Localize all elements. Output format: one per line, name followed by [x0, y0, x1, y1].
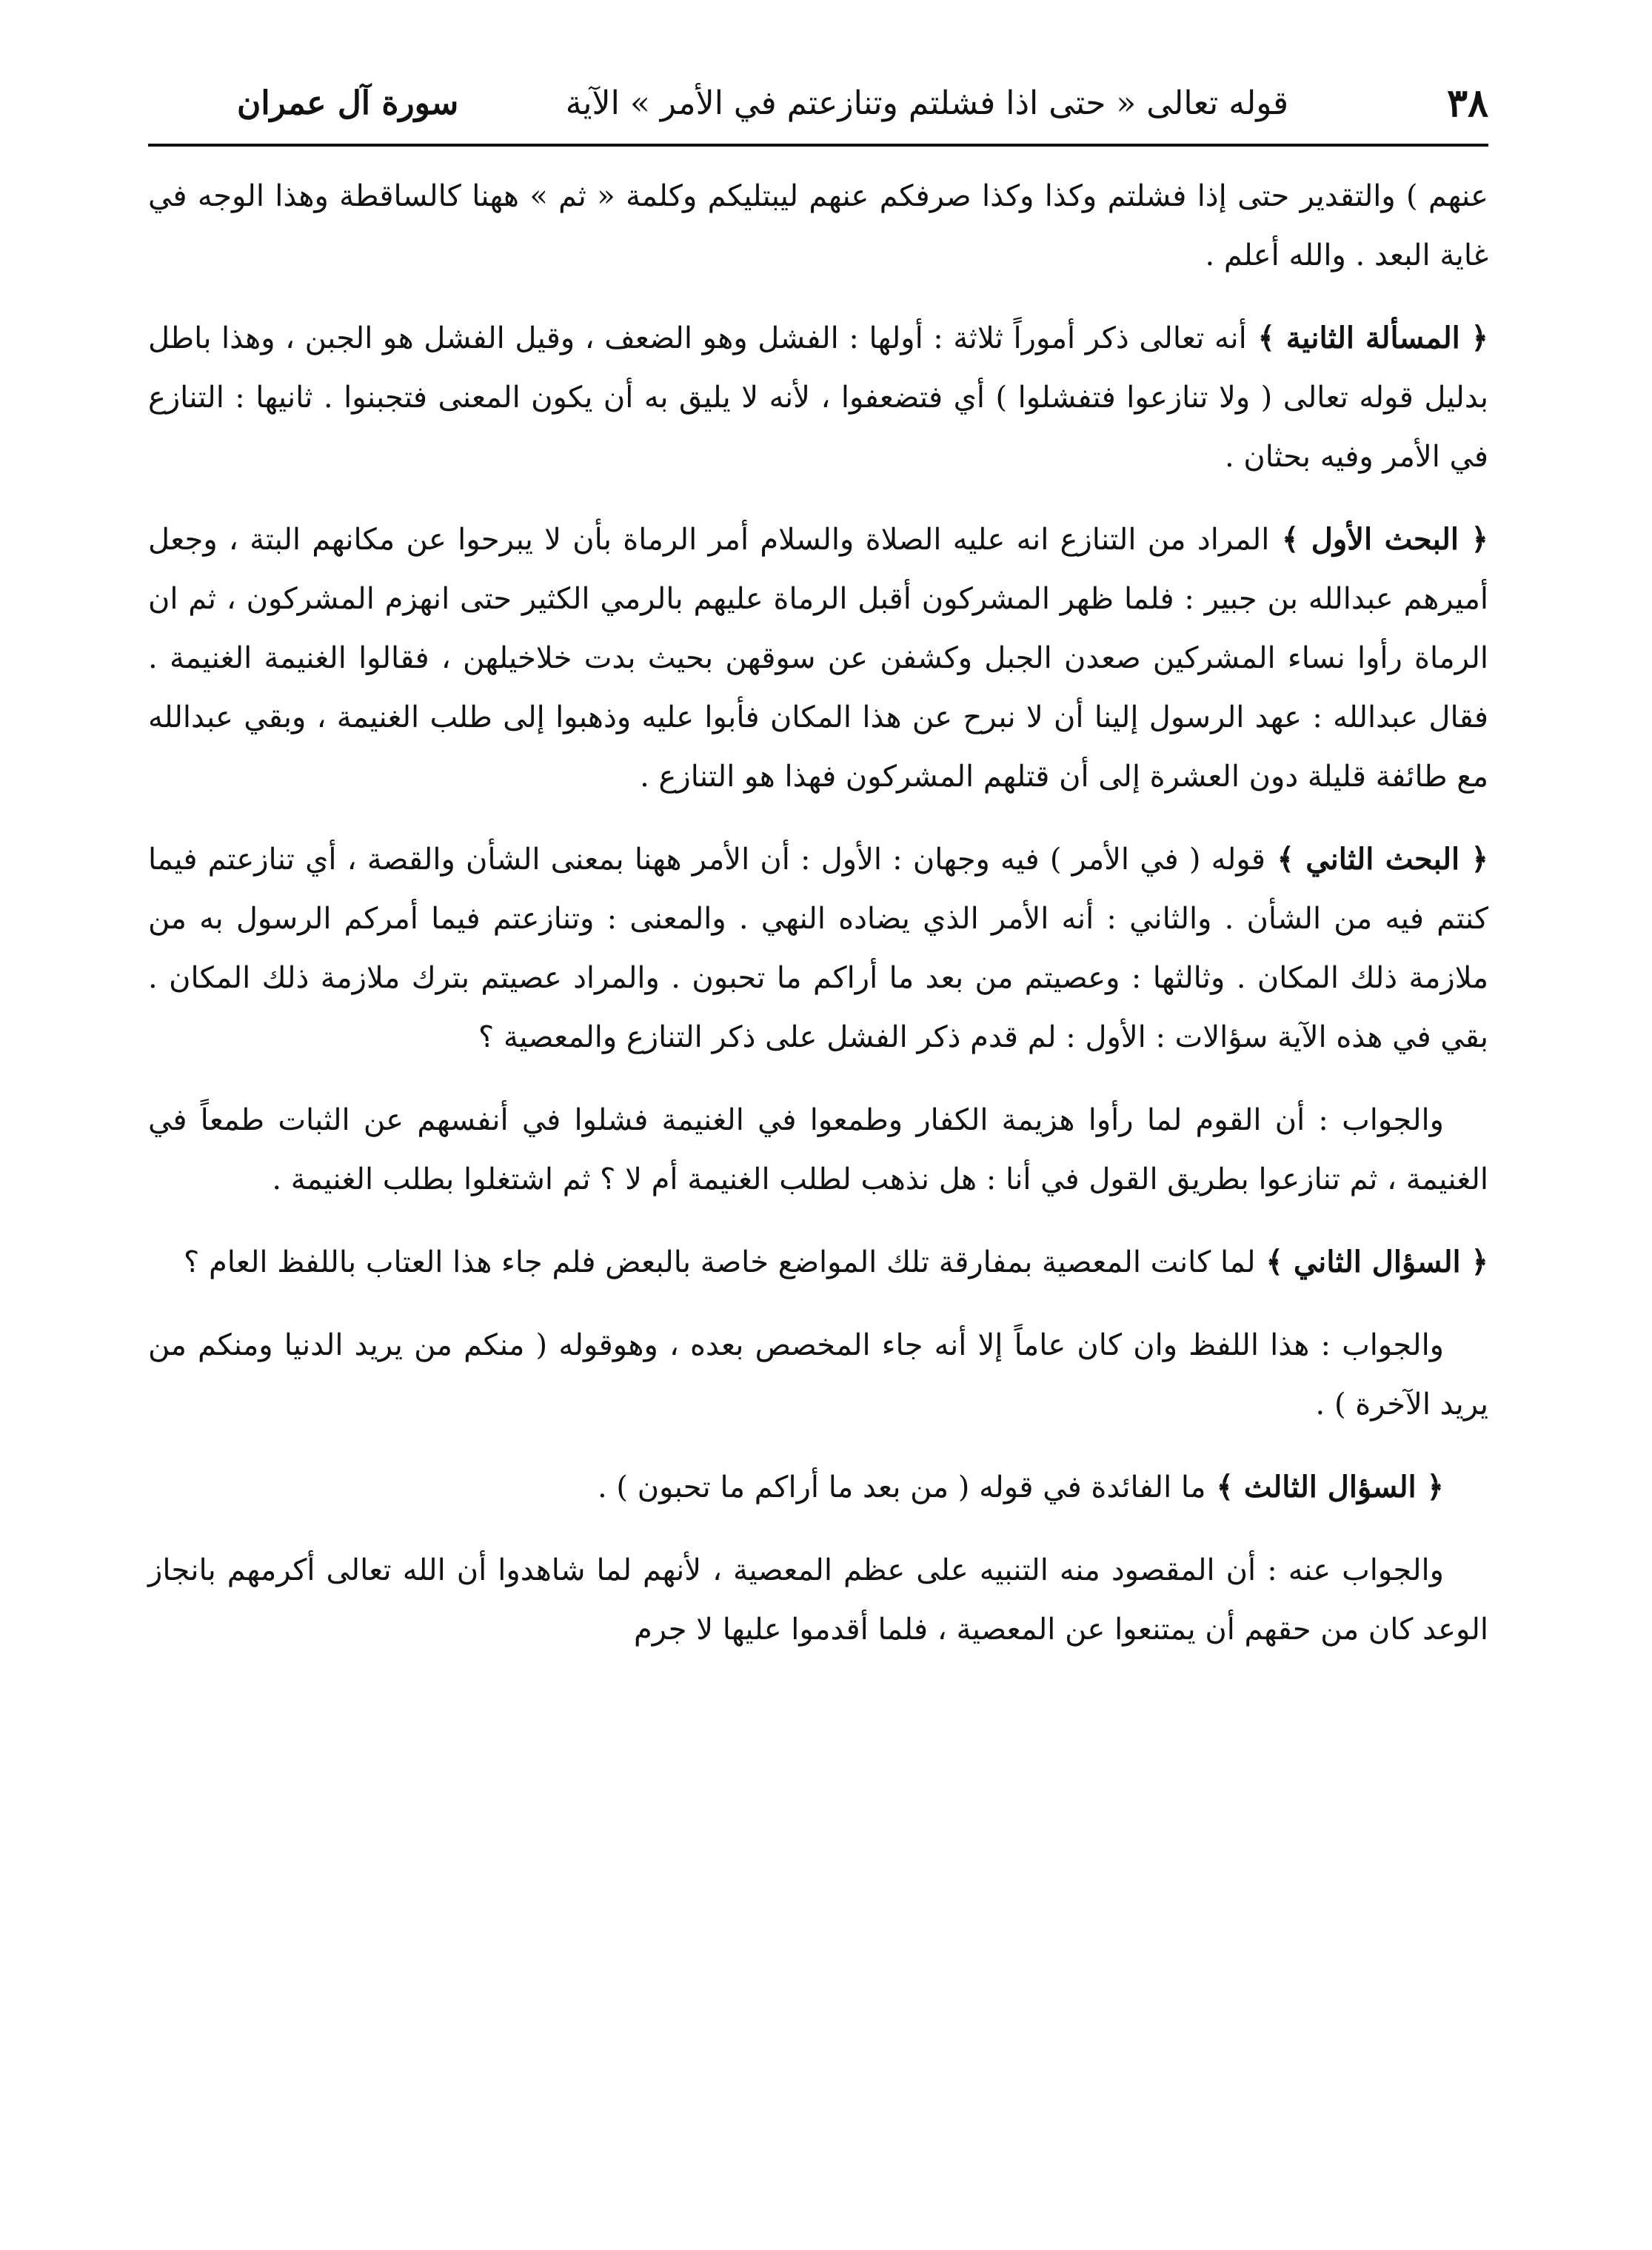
paragraph-text: ما الفائدة في قوله ( من بعد ما أراكم ما تحبون ) . [597, 1470, 1206, 1504]
ornate-bracket-open-icon: ﴿ [1459, 321, 1488, 355]
ornate-bracket-open-icon: ﴿ [1459, 842, 1488, 877]
section-heading: المسألة الثانية [1285, 321, 1460, 355]
paragraph [148, 1541, 1488, 1659]
section-heading: البحث الثاني [1305, 842, 1460, 877]
page-header [148, 70, 1488, 137]
section-heading: السؤال الثالث [1243, 1470, 1417, 1504]
section-heading: البحث الأول [1311, 522, 1459, 557]
paragraph-text: والجواب : هذا اللفظ وان كان عاماً إلا أنه جاء المخصص بعده ، وهوقوله ( منكم من يريد الدنيا ومنكم من يريد الآخرة ) . [148, 1328, 1488, 1422]
paragraph-text: أنه تعالى ذكر أموراً ثلاثة : أولها : الفشل وهو الضعف ، وقيل الفشل هو الجبن ، وهذا باطل بدليل قوله تعالى ( ولا تنازعوا فتفشلوا ) أي فتضعفوا ، لأنه لا يليق به أن يكون المعنى فتجبنوا . ثانيها : التنازع في الأمر وفيه بحثان . [148, 321, 1488, 474]
paragraph-text: قوله ( في الأمر ) فيه وجهان : الأول : أن الأمر ههنا بمعنى الشأن والقصة ، أي تنازعتم فيما كنتم فيه من الشأن . والثاني : أنه الأمر الذي يضاده النهي . والمعنى : وتنازعتم فيما أمركم الرسول به من ملازمة ذلك المكان . وثالثها : وعصيتم من بعد ما أراكم ما تحبون . والمراد عصيتم بترك ملازمة ذلك المكان . بقي في هذه الآية سؤالات : الأول : لم قدم ذكر الفشل على ذكر التنازع والمعصية ؟ [148, 843, 1488, 1054]
paragraph [148, 1091, 1488, 1209]
ornate-bracket-close-icon: ﴾ [1246, 321, 1286, 355]
ornate-bracket-open-icon: ﴿ [1460, 1245, 1488, 1279]
ornate-bracket-close-icon: ﴾ [1265, 842, 1306, 877]
paragraph-text: المراد من التنازع انه عليه الصلاة والسلام أمر الرماة بأن لا يبرحوا عن مكانهم البتة ، وجعل أميرهم عبدالله بن جبير : فلما ظهر المشركون أقبل الرماة عليهم بالرمي الكثير حتى انهزم المشركون ، ثم ان الرماة رأوا نساء المشركين صعدن الجبل وكشفن عن سوقهن بحيث بدت خلاخيلهن ، فقالوا الغنيمة الغنيمة . فقال عبدالله : عهد الرسول إلينا أن لا نبرح عن هذا المكان فأبوا عليه وذهبوا إلى طلب الغنيمة ، وبقي عبدالله مع طائفة قليلة دون العشرة إلى أن قتلهم المشركون فهذا هو التنازع . [148, 523, 1488, 794]
paragraph [148, 1233, 1488, 1292]
page-number: ٣٨ [1447, 81, 1488, 126]
body-text [148, 167, 1488, 1683]
paragraph [148, 510, 1488, 806]
ornate-bracket-close-icon: ﴾ [1205, 1470, 1244, 1504]
paragraph [148, 309, 1488, 486]
paragraph-text: عنهم ) والتقدير حتى إذا فشلتم وكذا وكذا صرفكم عنهم ليبتليكم وكلمة « ثم » ههنا كالساقطة وهذا الوجه في غاية البعد . والله أعلم . [148, 179, 1488, 272]
paragraph [148, 1458, 1488, 1517]
paragraph-text: والجواب عنه : أن المقصود منه التنبيه على عظم المعصية ، لأنهم لما شاهدوا أن الله تعالى أكرمهم بانجاز الوعد كان من حقهم أن يمتنعوا عن المعصية ، فلما أقدموا عليها لا جرم [148, 1553, 1488, 1647]
surah-name: سورة آل عمران [237, 84, 459, 122]
paragraph-text: والجواب : أن القوم لما رأوا هزيمة الكفار وطمعوا في الغنيمة فشلوا في أنفسهم عن الثبات طمعاً في الغنيمة ، ثم تنازعوا بطريق القول في أنا : هل نذهب لطلب الغنيمة أم لا ؟ ثم اشتغلوا بطلب الغنيمة . [148, 1103, 1488, 1196]
ornate-bracket-close-icon: ﴾ [1269, 522, 1311, 557]
paragraph-text: لما كانت المعصية بمفارقة تلك المواضع خاصة بالبعض فلم جاء هذا العتاب باللفظ العام ؟ [184, 1245, 1256, 1279]
running-title: قوله تعالى « حتى اذا فشلتم وتنازعتم في الأمر » الآية [565, 84, 1288, 122]
ornate-bracket-close-icon: ﴾ [1255, 1245, 1294, 1279]
ornate-bracket-open-icon: ﴿ [1459, 522, 1488, 557]
paragraph [148, 167, 1488, 285]
section-heading: السؤال الثاني [1293, 1245, 1461, 1279]
paragraph [148, 1316, 1488, 1434]
header-divider [148, 144, 1488, 147]
ornate-bracket-open-icon: ﴿ [1416, 1470, 1444, 1504]
paragraph [148, 830, 1488, 1067]
